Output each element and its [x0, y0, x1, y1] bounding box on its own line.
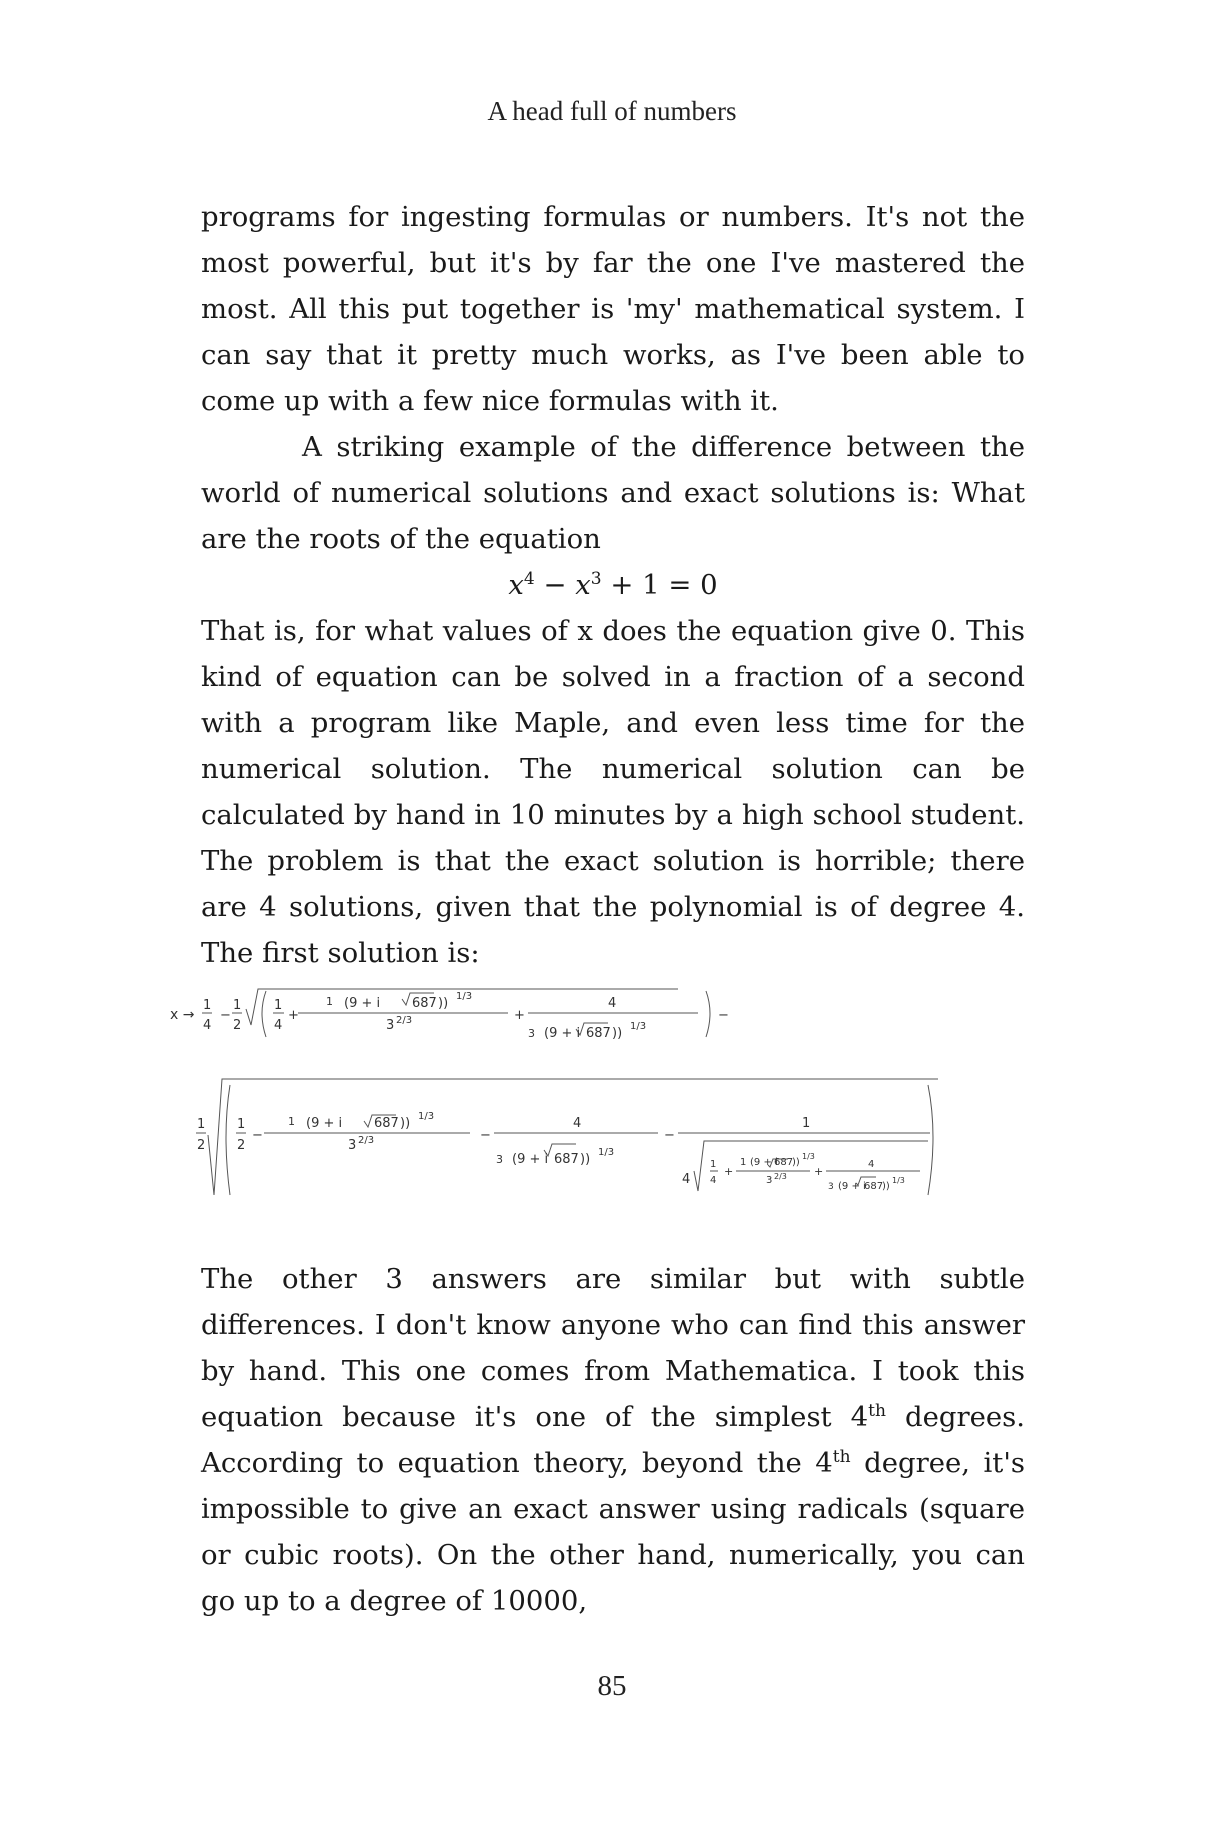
paragraph-3: That is, for what values of x does the equation give 0. This kind of equation can be solved in a fraction of a second with a program like Maple, and even less time for the numerical solution. The numerical solution can be calculated by hand in 10 minutes by a high school student. The problem is that the exact solution is horrible; there are 4 solutions, given that the polynomial is of degree 4. The first solution is: — [201, 615, 1025, 969]
eq-exp-4: 4 — [523, 568, 535, 589]
formula-plus-d: + — [814, 1165, 824, 1178]
formula-half-a: 1 — [326, 995, 333, 1008]
running-header: A head full of numbers — [487, 96, 737, 126]
formula-exp23-a: 2/3 — [396, 1015, 413, 1026]
eq-minus: − — [534, 569, 576, 601]
formula-nine-f: (9 + i — [838, 1181, 866, 1192]
formula-nine-a: (9 + i — [344, 996, 381, 1011]
paragraph-1: programs for ingesting formulas or numbers. It's not the most powerful, but it's by far the one I've mastered the most. All this put together is 'my' mathematical system. I can say that it pretty much works, as I've been able to come up with a few nice formulas with it. — [201, 201, 1025, 417]
formula-x-arrow: x → — [170, 1007, 195, 1023]
superscript-th-1: th — [868, 1400, 886, 1421]
formula-close-d: )) — [580, 1152, 591, 1167]
equation-quartic — [201, 562, 1025, 608]
formula-den-4c: 4 — [682, 1172, 691, 1187]
formula-exp13-f: 1/3 — [892, 1176, 905, 1185]
formula-minus-c: − — [252, 1128, 263, 1143]
formula-svg — [170, 985, 1038, 1235]
formula-num-1d: 1 — [197, 1117, 206, 1132]
formula-plus-c: + — [724, 1165, 734, 1178]
formula-exp23-b: 2/3 — [358, 1135, 375, 1146]
formula-minus-a: − — [220, 1008, 231, 1023]
eq-rest: + 1 = 0 — [601, 569, 718, 601]
formula-den-2b: 2 — [197, 1138, 206, 1153]
paragraph-4-part-b: degrees. According to equation theory, beyond the 4 — [201, 1401, 1025, 1479]
formula-threehalf-b: 3 — [496, 1153, 503, 1166]
eq-var-x1: x — [508, 569, 524, 601]
formula-687-c: 687 — [374, 1116, 399, 1131]
formula-nine-b: (9 + i — [544, 1026, 581, 1041]
formula-num-1c: 1 — [274, 998, 283, 1013]
formula-plus-b: + — [514, 1008, 525, 1023]
formula-3-a: 3 — [386, 1018, 395, 1033]
formula-exp13-e: 1/3 — [802, 1152, 815, 1161]
eq-exp-3: 3 — [590, 568, 602, 589]
formula-threehalf-c: 3 — [828, 1182, 834, 1192]
formula-num-1g: 1 — [710, 1159, 717, 1170]
formula-687-e: 687 — [774, 1157, 794, 1168]
formula-half-b: 1 — [288, 1115, 295, 1128]
formula-exp13-a: 1/3 — [456, 991, 473, 1002]
formula-threehalf-a: 3 — [528, 1027, 535, 1040]
paragraph-4 — [201, 1256, 1025, 1624]
formula-exp13-b: 1/3 — [630, 1021, 647, 1032]
formula-nine-d: (9 + i — [512, 1152, 549, 1167]
superscript-th-2: th — [832, 1446, 851, 1467]
formula-exp23-c: 2/3 — [774, 1172, 787, 1181]
paragraph-2: A striking example of the difference between the world of numerical solutions and exact solutions is: What are the roots of the equation — [201, 431, 1025, 555]
formula-3-c: 3 — [766, 1175, 773, 1186]
formula-close-c: )) — [400, 1116, 411, 1131]
formula-num-1a: 1 — [203, 998, 212, 1013]
formula-687-a: 687 — [412, 996, 437, 1011]
formula-exp13-c: 1/3 — [418, 1111, 435, 1122]
formula-nine-c: (9 + i — [306, 1116, 343, 1131]
formula-minus-b: − — [718, 1008, 729, 1023]
formula-exp13-d: 1/3 — [598, 1147, 615, 1158]
formula-close-a: )) — [438, 996, 449, 1011]
formula-minus-d: − — [480, 1128, 491, 1143]
formula-den-2c: 2 — [237, 1138, 246, 1153]
formula-den-4a: 4 — [203, 1018, 212, 1033]
formula-close-f: )) — [882, 1181, 890, 1192]
exact-solution-formula — [170, 985, 1038, 1235]
formula-close-e: )) — [792, 1157, 800, 1168]
formula-nine-e: (9 + i — [750, 1157, 778, 1168]
formula-minus-e: − — [664, 1128, 675, 1143]
formula-num-4c: 4 — [868, 1159, 875, 1170]
formula-den-4d: 4 — [710, 1175, 717, 1186]
formula-close-b: )) — [612, 1026, 623, 1041]
formula-den-2a: 2 — [233, 1018, 242, 1033]
formula-3-b: 3 — [348, 1138, 357, 1153]
eq-var-x2: x — [575, 569, 591, 601]
formula-687-d: 687 — [554, 1152, 579, 1167]
page-number: 85 — [597, 1670, 627, 1702]
formula-num-1b: 1 — [233, 998, 242, 1013]
paragraph-4-part-c: degree, it's impossible to give an exact answer using radicals (square or cubic roots). On the other hand, numerically, you can go up to a degree of 10000, — [201, 1447, 1026, 1617]
formula-num-4b: 4 — [573, 1116, 582, 1131]
formula-687-f: 687 — [864, 1181, 884, 1192]
text-block-bottom — [201, 1256, 1025, 1624]
formula-687-b: 687 — [586, 1026, 611, 1041]
formula-num-1e: 1 — [237, 1117, 246, 1132]
paragraph-4-part-a: The other 3 answers are similar but with subtle differences. I don't know anyone who can find this answer by hand. This one comes from Mathematica. I took this equation because it's one of the simplest 4 — [201, 1263, 1025, 1433]
text-block-top — [201, 194, 1025, 976]
formula-den-4b: 4 — [274, 1018, 283, 1033]
formula-num-1f: 1 — [802, 1116, 811, 1131]
formula-plus-a: + — [288, 1008, 299, 1023]
formula-half-c: 1 — [740, 1157, 747, 1168]
formula-num-4a: 4 — [608, 996, 617, 1011]
